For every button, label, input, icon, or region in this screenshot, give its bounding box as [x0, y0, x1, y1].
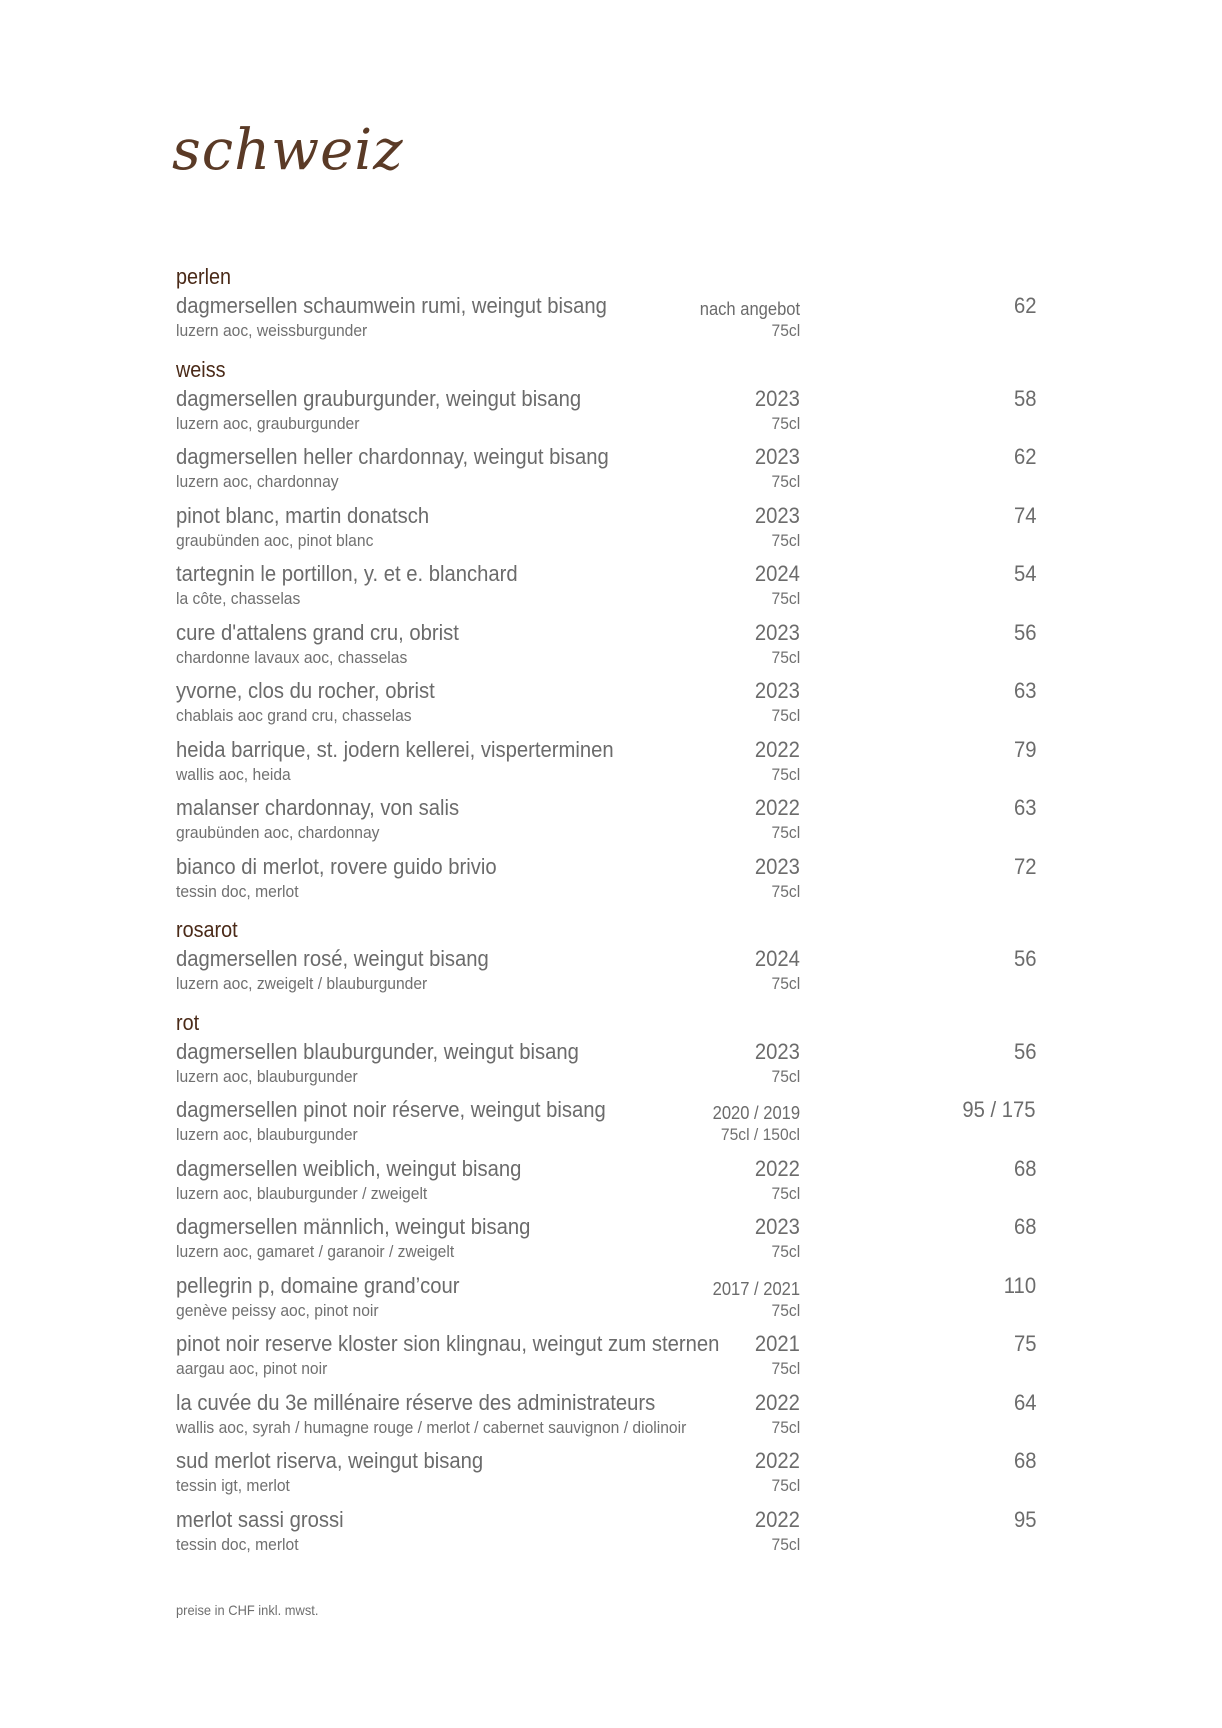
wine-item: [176, 1272, 1036, 1331]
wine-item: [176, 736, 1036, 795]
wine-price: 72: [1013, 853, 1036, 879]
wine-item: [176, 443, 1036, 502]
wine-name: dagmersellen schaumwein rumi, weingut bisang: [176, 293, 607, 318]
wine-origin: genève peissy aoc, pinot noir: [176, 1300, 379, 1320]
wine-price: 68: [1013, 1155, 1036, 1181]
wine-origin: chablais aoc grand cru, chasselas: [176, 706, 412, 725]
wine-vintage: 2022: [754, 736, 800, 762]
section-heading: perlen: [176, 264, 232, 289]
wine-item: [176, 502, 1036, 561]
wine-vintage: 2023: [754, 1214, 800, 1239]
wine-name: sud merlot riserva, weingut bisang: [176, 1448, 484, 1473]
wine-name: la cuvée du 3e millénaire réserve des administrateurs: [176, 1389, 656, 1415]
wine-price: 68: [1013, 1214, 1036, 1239]
bottle-size: 75cl: [771, 1300, 800, 1320]
wine-price: 63: [1013, 795, 1036, 820]
wine-origin: luzern aoc, blauburgunder: [176, 1066, 358, 1086]
wine-vintage: 2022: [754, 1155, 800, 1181]
wine-item: [176, 1155, 1036, 1214]
wine-origin: tessin igt, merlot: [176, 1476, 290, 1495]
wine-name: dagmersellen männlich, weingut bisang: [176, 1214, 531, 1239]
wine-vintage: 2023: [754, 619, 800, 645]
wine-name: dagmersellen grauburgunder, weingut bisang: [176, 385, 582, 411]
wine-name: merlot sassi grossi: [176, 1506, 344, 1532]
wine-name: dagmersellen blauburgunder, weingut bisang: [176, 1038, 579, 1064]
wine-origin: graubünden aoc, pinot blanc: [176, 530, 374, 550]
wine-vintage: 2024: [754, 946, 800, 971]
wine-price: 79: [1013, 736, 1036, 762]
bottle-size: 75cl: [771, 881, 800, 901]
wine-origin: tessin doc, merlot: [176, 1534, 299, 1554]
wine-origin: luzern aoc, grauburgunder: [176, 413, 360, 433]
bottle-size: 75cl: [771, 1534, 800, 1554]
bottle-size: 75cl / 150cl: [720, 1125, 800, 1144]
wine-origin: la côte, chasselas: [176, 589, 301, 608]
wine-price: 68: [1013, 1448, 1036, 1473]
wine-price: 56: [1013, 1038, 1036, 1064]
wine-price: 58: [1013, 385, 1036, 411]
wine-price: 74: [1013, 502, 1036, 528]
bottle-size: 75cl: [771, 1359, 800, 1378]
wine-vintage: 2020 / 2019: [712, 1103, 800, 1123]
wine-name: heida barrique, st. jodern kellerei, visperterminen: [176, 736, 614, 762]
bottle-size: 75cl: [771, 1183, 800, 1203]
wine-price: 56: [1013, 619, 1036, 645]
wine-vintage: 2023: [754, 444, 800, 469]
wine-item: [176, 1096, 1036, 1155]
wine-origin: luzern aoc, blauburgunder / zweigelt: [176, 1183, 428, 1203]
wine-item: [176, 292, 1036, 351]
wine-vintage: nach angebot: [699, 299, 800, 319]
bottle-size: 75cl: [771, 1242, 800, 1261]
bottle-size: 75cl: [771, 823, 800, 842]
wine-price: 63: [1013, 678, 1036, 703]
wine-price: 95 / 175: [962, 1097, 1036, 1122]
wine-name: dagmersellen rosé, weingut bisang: [176, 946, 489, 971]
wine-item: [176, 1213, 1036, 1272]
bottle-size: 75cl: [771, 974, 800, 993]
wine-name: pellegrin p, domaine grand’cour: [176, 1272, 460, 1298]
wine-vintage: 2017 / 2021: [712, 1278, 800, 1299]
wine-price: 110: [1003, 1272, 1036, 1298]
wine-vintage: 2021: [754, 1331, 800, 1356]
wine-item: [176, 619, 1036, 678]
wine-price: 56: [1013, 946, 1036, 971]
wine-vintage: 2023: [754, 502, 800, 528]
wine-name: cure d'attalens grand cru, obrist: [176, 619, 459, 645]
wine-list: [176, 262, 1036, 1564]
wine-origin: chardonne lavaux aoc, chasselas: [176, 647, 408, 667]
wine-vintage: 2023: [754, 385, 800, 411]
wine-vintage: 2023: [754, 678, 800, 703]
bottle-size: 75cl: [771, 413, 800, 433]
wine-origin: luzern aoc, gamaret / garanoir / zweigelt: [176, 1242, 455, 1261]
bottle-size: 75cl: [771, 1066, 800, 1086]
wine-origin: tessin doc, merlot: [176, 881, 299, 901]
section-heading: rot: [176, 1009, 200, 1035]
wine-name: dagmersellen heller chardonnay, weingut bisang: [176, 444, 609, 469]
wine-item: [176, 560, 1036, 619]
wine-item: [176, 1330, 1036, 1389]
wine-vintage: 2022: [754, 1389, 800, 1415]
wine-name: pinot noir reserve kloster sion klingnau, weingut zum sternen: [176, 1331, 720, 1356]
wine-price: 95: [1013, 1506, 1036, 1532]
wine-origin: luzern aoc, blauburgunder: [176, 1125, 358, 1144]
wine-origin: graubünden aoc, chardonnay: [176, 823, 380, 842]
wine-item: [176, 945, 1036, 1004]
wine-vintage: 2024: [754, 561, 800, 586]
wine-item: [176, 1506, 1036, 1565]
wine-vintage: 2022: [754, 1506, 800, 1532]
wine-item: [176, 1447, 1036, 1506]
wine-origin: luzern aoc, weissburgunder: [176, 321, 368, 340]
wine-origin: luzern aoc, chardonnay: [176, 472, 339, 491]
wine-origin: wallis aoc, heida: [176, 764, 291, 784]
bottle-size: 75cl: [771, 706, 800, 725]
wine-item: [176, 1389, 1036, 1448]
bottle-size: 75cl: [771, 1417, 800, 1437]
bottle-size: 75cl: [771, 321, 800, 340]
bottle-size: 75cl: [771, 589, 800, 608]
bottle-size: 75cl: [771, 530, 800, 550]
wine-item: [176, 794, 1036, 853]
wine-name: malanser chardonnay, von salis: [176, 795, 460, 820]
price-note: preise in CHF inkl. mwst.: [176, 1602, 319, 1618]
wine-price: 54: [1013, 561, 1036, 586]
wine-price: 62: [1013, 293, 1036, 318]
wine-name: bianco di merlot, rovere guido brivio: [176, 853, 497, 879]
wine-name: dagmersellen pinot noir réserve, weingut bisang: [176, 1097, 606, 1122]
bottle-size: 75cl: [771, 1476, 800, 1495]
page-title: schweiz: [172, 118, 404, 183]
wine-item: [176, 1038, 1036, 1097]
wine-name: yvorne, clos du rocher, obrist: [176, 678, 435, 703]
section-heading: weiss: [176, 356, 226, 382]
wine-origin: luzern aoc, zweigelt / blauburgunder: [176, 974, 428, 993]
wine-vintage: 2022: [754, 795, 800, 820]
section-heading: rosarot: [176, 917, 238, 942]
wine-price: 62: [1013, 444, 1036, 469]
wine-vintage: 2022: [754, 1448, 800, 1473]
bottle-size: 75cl: [771, 647, 800, 667]
wine-name: pinot blanc, martin donatsch: [176, 502, 430, 528]
bottle-size: 75cl: [771, 764, 800, 784]
wine-origin: aargau aoc, pinot noir: [176, 1359, 328, 1378]
wine-price: 64: [1013, 1389, 1036, 1415]
wine-name: dagmersellen weiblich, weingut bisang: [176, 1155, 522, 1181]
wine-vintage: 2023: [754, 1038, 800, 1064]
wine-vintage: 2023: [754, 853, 800, 879]
wine-origin: wallis aoc, syrah / humagne rouge / merlot / cabernet sauvignon / diolinoir: [176, 1417, 687, 1437]
wine-item: [176, 385, 1036, 444]
wine-item: [176, 677, 1036, 736]
bottle-size: 75cl: [771, 472, 800, 491]
wine-item: [176, 853, 1036, 912]
wine-name: tartegnin le portillon, y. et e. blanchard: [176, 561, 518, 586]
wine-price: 75: [1013, 1331, 1036, 1356]
